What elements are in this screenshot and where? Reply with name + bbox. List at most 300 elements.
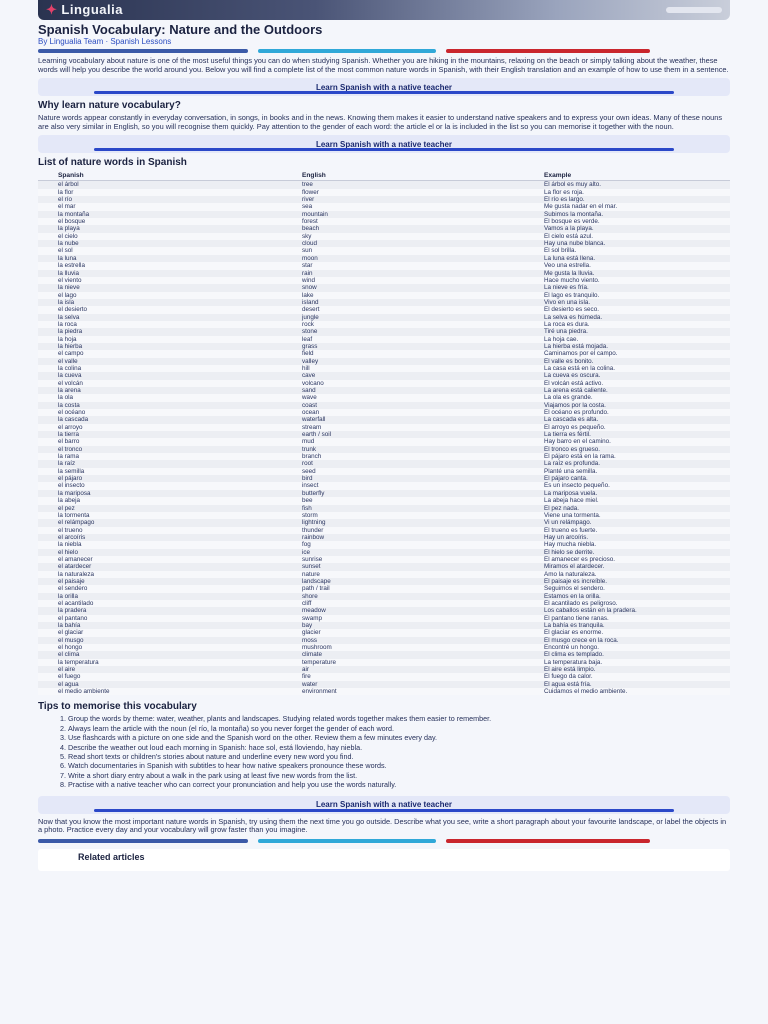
table-header-row	[38, 171, 730, 181]
table-cell: mushroom	[282, 644, 524, 651]
table-cell: cloud	[282, 240, 524, 247]
table-cell: el cielo	[38, 233, 282, 240]
table-cell: El paisaje es increíble.	[524, 578, 730, 585]
table-cell: Estamos en la orilla.	[524, 593, 730, 600]
table-row	[38, 247, 730, 254]
table-row	[38, 571, 730, 578]
table-row	[38, 372, 730, 379]
table-cell: la abeja	[38, 497, 282, 504]
table-cell: la mariposa	[38, 490, 282, 497]
ad-label: Learn Spanish with a native teacher	[315, 82, 453, 92]
table-cell: mud	[282, 438, 524, 445]
table-cell: butterfly	[282, 490, 524, 497]
table-row	[38, 607, 730, 614]
table-row	[38, 666, 730, 673]
ad-cta-bar[interactable]	[94, 91, 674, 94]
table-cell: fire	[282, 673, 524, 680]
ad-label: Learn Spanish with a native teacher	[315, 139, 453, 149]
search-bar[interactable]	[666, 7, 722, 13]
table-cell: swamp	[282, 615, 524, 622]
table-cell: El arroyo es pequeño.	[524, 424, 730, 431]
table-cell: la estrella	[38, 262, 282, 269]
table-cell: la colina	[38, 365, 282, 372]
table-cell: El sol brilla.	[524, 247, 730, 254]
table-cell: Hay un arcoíris.	[524, 534, 730, 541]
table-cell: El agua está fría.	[524, 681, 730, 688]
table-cell: forest	[282, 218, 524, 225]
table-cell: branch	[282, 453, 524, 460]
table-cell: el océano	[38, 409, 282, 416]
table-cell: la arena	[38, 387, 282, 394]
share-facebook-button[interactable]	[38, 839, 248, 843]
table-cell: storm	[282, 512, 524, 519]
table-cell: bee	[282, 497, 524, 504]
table-cell: Caminamos por el campo.	[524, 350, 730, 357]
table-row	[38, 358, 730, 365]
table-cell: el tronco	[38, 446, 282, 453]
ad-banner[interactable]	[38, 78, 730, 96]
table-cell: la hierba	[38, 343, 282, 350]
table-cell: environment	[282, 688, 524, 695]
ad-banner[interactable]	[38, 135, 730, 153]
table-cell: el insecto	[38, 482, 282, 489]
table-cell: El volcán está activo.	[524, 380, 730, 387]
table-cell: field	[282, 350, 524, 357]
table-cell: thunder	[282, 527, 524, 534]
table-cell: Subimos la montaña.	[524, 211, 730, 218]
table-row	[38, 181, 730, 189]
logo-text: Lingualia	[61, 2, 123, 17]
table-cell: la cascada	[38, 416, 282, 423]
table-row	[38, 446, 730, 453]
table-row	[38, 622, 730, 629]
table-cell: Me gusta la lluvia.	[524, 270, 730, 277]
table-cell: la isla	[38, 299, 282, 306]
table-cell: la tierra	[38, 431, 282, 438]
table-row	[38, 688, 730, 695]
table-cell: sun	[282, 247, 524, 254]
table-cell: la roca	[38, 321, 282, 328]
table-row	[38, 284, 730, 291]
table-cell: stone	[282, 328, 524, 335]
table-cell: la luna	[38, 255, 282, 262]
table-cell: La casa está en la colina.	[524, 365, 730, 372]
share-buttons	[38, 49, 730, 53]
table-cell: mountain	[282, 211, 524, 218]
table-row	[38, 292, 730, 299]
table-cell: beach	[282, 225, 524, 232]
table-cell: river	[282, 196, 524, 203]
table-cell: Hay mucha niebla.	[524, 541, 730, 548]
table-cell: path / trail	[282, 585, 524, 592]
table-cell: Viajamos por la costa.	[524, 402, 730, 409]
table-row	[38, 497, 730, 504]
table-cell: la orilla	[38, 593, 282, 600]
ad-cta-bar[interactable]	[94, 148, 674, 151]
share-pinterest-button[interactable]	[446, 49, 650, 53]
table-cell: el sol	[38, 247, 282, 254]
table-cell: leaf	[282, 336, 524, 343]
table-row	[38, 321, 730, 328]
table-cell: El bosque es verde.	[524, 218, 730, 225]
table-cell: el bosque	[38, 218, 282, 225]
share-pinterest-button[interactable]	[446, 839, 650, 843]
table-cell: el relámpago	[38, 519, 282, 526]
table-row	[38, 681, 730, 688]
table-cell: la niebla	[38, 541, 282, 548]
table-cell: moss	[282, 637, 524, 644]
table-row	[38, 409, 730, 416]
logo-mark-icon: ✦	[46, 2, 58, 17]
table-row	[38, 387, 730, 394]
table-row	[38, 299, 730, 306]
table-cell: El hielo se derrite.	[524, 549, 730, 556]
intro-paragraph: Learning vocabulary about nature is one of the most useful things you can do when studying Spanish. Whether you are hiking in the mountains, relaxing on the beach or simply talking about the weather, these words will help you describe the world around you. Below you will find a complete list of the most common nature words in Spanish, with their English translation and an example of how to use them in a sentence.	[38, 56, 729, 74]
article-byline[interactable]: By Lingualia Team · Spanish Lessons	[38, 37, 172, 46]
table-row	[38, 541, 730, 548]
table-cell: la cueva	[38, 372, 282, 379]
list-item: 8. Practise with a native teacher who can correct your pronunciation and help you use the words naturally.	[68, 781, 730, 789]
table-cell: wave	[282, 394, 524, 401]
table-cell: La hoja cae.	[524, 336, 730, 343]
table-cell: La mariposa vuela.	[524, 490, 730, 497]
table-cell: star	[282, 262, 524, 269]
table-cell: La roca es dura.	[524, 321, 730, 328]
article	[38, 22, 730, 871]
table-cell: water	[282, 681, 524, 688]
table-cell: el volcán	[38, 380, 282, 387]
table-cell: la tormenta	[38, 512, 282, 519]
table-row	[38, 431, 730, 438]
table-cell: el sendero	[38, 585, 282, 592]
table-row	[38, 600, 730, 607]
table-cell: Hace mucho viento.	[524, 277, 730, 284]
table-cell: La selva es húmeda.	[524, 314, 730, 321]
table-row	[38, 270, 730, 277]
table-cell: El pájaro está en la rama.	[524, 453, 730, 460]
tips-list	[38, 715, 730, 789]
table-row	[38, 505, 730, 512]
table-cell: el trueno	[38, 527, 282, 534]
share-twitter-button[interactable]	[258, 49, 436, 53]
table-row	[38, 534, 730, 541]
table-row	[38, 196, 730, 203]
table-cell: el atardecer	[38, 563, 282, 570]
table-cell: el desierto	[38, 306, 282, 313]
site-header	[38, 0, 730, 20]
list-item: 3. Use flashcards with a picture on one side and the Spanish word on the other. Review them a few minutes every day.	[68, 734, 730, 742]
table-row	[38, 519, 730, 526]
table-cell: la playa	[38, 225, 282, 232]
table-cell: snow	[282, 284, 524, 291]
table-cell: La raíz es profunda.	[524, 460, 730, 467]
table-cell: glacier	[282, 629, 524, 636]
table-cell: ice	[282, 549, 524, 556]
table-cell: el glaciar	[38, 629, 282, 636]
table-cell: La hierba está mojada.	[524, 343, 730, 350]
table-row	[38, 512, 730, 519]
list-item: 4. Describe the weather out loud each morning in Spanish: hace sol, está lloviendo, hay niebla.	[68, 744, 730, 752]
table-row	[38, 203, 730, 210]
table-row	[38, 225, 730, 232]
table-cell: el paisaje	[38, 578, 282, 585]
table-row	[38, 556, 730, 563]
table-cell: meadow	[282, 607, 524, 614]
table-row	[38, 460, 730, 467]
table-cell: La luna está llena.	[524, 255, 730, 262]
table-cell: El pájaro canta.	[524, 475, 730, 482]
table-cell: La tierra es fértil.	[524, 431, 730, 438]
table-cell: El fuego da calor.	[524, 673, 730, 680]
table-row	[38, 453, 730, 460]
table-cell: el arroyo	[38, 424, 282, 431]
table-cell: el fuego	[38, 673, 282, 680]
table-cell: rainbow	[282, 534, 524, 541]
table-cell: temperature	[282, 659, 524, 666]
table-cell: la bahía	[38, 622, 282, 629]
table-cell: El pantano tiene ranas.	[524, 615, 730, 622]
table-cell: cave	[282, 372, 524, 379]
table-cell: La abeja hace miel.	[524, 497, 730, 504]
table-cell: la hoja	[38, 336, 282, 343]
table-row	[38, 659, 730, 666]
table-cell: Seguimos el sendero.	[524, 585, 730, 592]
table-cell: shore	[282, 593, 524, 600]
table-cell: La ola es grande.	[524, 394, 730, 401]
table-cell: lake	[282, 292, 524, 299]
table-row	[38, 593, 730, 600]
table-cell: el mar	[38, 203, 282, 210]
table-cell: la selva	[38, 314, 282, 321]
table-cell: sea	[282, 203, 524, 210]
table-cell: el aire	[38, 666, 282, 673]
table-row	[38, 394, 730, 401]
table-cell: jungle	[282, 314, 524, 321]
table-cell: El glaciar es enorme.	[524, 629, 730, 636]
table-cell: sunrise	[282, 556, 524, 563]
table-cell: Tiré una piedra.	[524, 328, 730, 335]
table-cell: Vamos a la playa.	[524, 225, 730, 232]
table-cell: El árbol es muy alto.	[524, 181, 730, 189]
ad-label: Learn Spanish with a native teacher	[315, 800, 453, 810]
table-cell: Me gusta nadar en el mar.	[524, 203, 730, 210]
table-cell: Vivo en una isla.	[524, 299, 730, 306]
table-cell: La temperatura baja.	[524, 659, 730, 666]
share-facebook-button[interactable]	[38, 49, 248, 53]
table-cell: El cielo está azul.	[524, 233, 730, 240]
table-cell: desert	[282, 306, 524, 313]
table-cell: earth / soil	[282, 431, 524, 438]
table-cell: valley	[282, 358, 524, 365]
table-row	[38, 255, 730, 262]
table-cell: el río	[38, 196, 282, 203]
table-cell: El acantilado es peligroso.	[524, 600, 730, 607]
table-cell: el acantilado	[38, 600, 282, 607]
table-cell: el pez	[38, 505, 282, 512]
table-row	[38, 233, 730, 240]
list-item: 7. Write a short diary entry about a walk in the park using at least five new words from the list.	[68, 772, 730, 780]
table-cell: insect	[282, 482, 524, 489]
table-cell: Encontré un hongo.	[524, 644, 730, 651]
table-cell: island	[282, 299, 524, 306]
table-cell: El amanecer es precioso.	[524, 556, 730, 563]
table-cell: Amo la naturaleza.	[524, 571, 730, 578]
table-cell: la nieve	[38, 284, 282, 291]
table-row	[38, 402, 730, 409]
ad-cta-bar[interactable]	[94, 809, 674, 812]
table-row	[38, 343, 730, 350]
table-cell: La bahía es tranquila.	[524, 622, 730, 629]
table-row	[38, 644, 730, 651]
closing-paragraph: Now that you know the most important nature words in Spanish, try using them the next time you go outside. Describe what you see, write a short paragraph about your favourite landscape, or label the objects in a photo. Practice every day and your vocabulary will grow faster than you imagine.	[38, 816, 727, 835]
table-cell: air	[282, 666, 524, 673]
share-twitter-button[interactable]	[258, 839, 436, 843]
table-cell: el pantano	[38, 615, 282, 622]
table-cell: el arcoíris	[38, 534, 282, 541]
table-cell: sky	[282, 233, 524, 240]
table-cell: El pez nada.	[524, 505, 730, 512]
table-cell: Los caballos están en la pradera.	[524, 607, 730, 614]
table-cell: volcano	[282, 380, 524, 387]
table-cell: la raíz	[38, 460, 282, 467]
table-row	[38, 629, 730, 636]
table-cell: stream	[282, 424, 524, 431]
table-cell: tree	[282, 181, 524, 189]
table-row	[38, 637, 730, 644]
tips-heading: Tips to memorise this vocabulary	[38, 701, 197, 713]
table-row	[38, 615, 730, 622]
table-cell: trunk	[282, 446, 524, 453]
table-row	[38, 350, 730, 357]
table-cell: El tronco es grueso.	[524, 446, 730, 453]
table-row	[38, 475, 730, 482]
related-articles[interactable]	[38, 849, 730, 871]
table-cell: root	[282, 460, 524, 467]
table-cell: cliff	[282, 600, 524, 607]
table-row	[38, 424, 730, 431]
site-logo[interactable]	[46, 2, 123, 18]
table-cell: la nube	[38, 240, 282, 247]
table-row	[38, 490, 730, 497]
table-cell: el amanecer	[38, 556, 282, 563]
table-cell: sand	[282, 387, 524, 394]
table-cell: Miramos el atardecer.	[524, 563, 730, 570]
table-cell: la rama	[38, 453, 282, 460]
table-row	[38, 563, 730, 570]
table-row	[38, 438, 730, 445]
table-cell: El océano es profundo.	[524, 409, 730, 416]
table-cell: la semilla	[38, 468, 282, 475]
table-cell: fog	[282, 541, 524, 548]
table-cell: El desierto es seco.	[524, 306, 730, 313]
table-cell: la flor	[38, 189, 282, 196]
table-cell: La arena está caliente.	[524, 387, 730, 394]
table-cell: Hay una nube blanca.	[524, 240, 730, 247]
table-cell: La nieve es fría.	[524, 284, 730, 291]
table-cell: el lago	[38, 292, 282, 299]
table-cell: Cuidamos el medio ambiente.	[524, 688, 730, 695]
ad-banner[interactable]	[38, 796, 730, 814]
table-row	[38, 365, 730, 372]
table-cell: Veo una estrella.	[524, 262, 730, 269]
table-cell: Hay barro en el camino.	[524, 438, 730, 445]
table-cell: coast	[282, 402, 524, 409]
table-row	[38, 549, 730, 556]
table-cell: el hielo	[38, 549, 282, 556]
table-cell: la costa	[38, 402, 282, 409]
table-cell: la naturaleza	[38, 571, 282, 578]
table-cell: el agua	[38, 681, 282, 688]
table-cell: el hongo	[38, 644, 282, 651]
table-cell: la ola	[38, 394, 282, 401]
table-cell: landscape	[282, 578, 524, 585]
table-cell: bay	[282, 622, 524, 629]
table-cell: la lluvia	[38, 270, 282, 277]
table-cell: waterfall	[282, 416, 524, 423]
table-cell: El trueno es fuerte.	[524, 527, 730, 534]
page-title: Spanish Vocabulary: Nature and the Outdoors	[38, 22, 323, 37]
table-row	[38, 527, 730, 534]
table-row	[38, 416, 730, 423]
related-title: Related articles	[78, 851, 145, 862]
table-row	[38, 336, 730, 343]
table-cell: la piedra	[38, 328, 282, 335]
list-item: 2. Always learn the article with the noun (el río, la montaña) so you never forget the gender of each word.	[68, 725, 730, 733]
table-cell: nature	[282, 571, 524, 578]
table-row	[38, 306, 730, 313]
table-cell: el barro	[38, 438, 282, 445]
section-paragraph: Nature words appear constantly in everyday conversation, in songs, in books and in the news. Knowing them makes it easier to understand native speakers and to express your own ideas. Many of these nouns are also very similar in English, so you will recognise them quickly. Pay attention to the gender of each word: the article el or la is included in the list so you can memorise it together with the noun.	[38, 113, 723, 131]
table-cell: La cascada es alta.	[524, 416, 730, 423]
table-cell: El clima es templado.	[524, 651, 730, 658]
table-cell: Es un insecto pequeño.	[524, 482, 730, 489]
table-cell: la pradera	[38, 607, 282, 614]
table-cell: climate	[282, 651, 524, 658]
table-row	[38, 585, 730, 592]
table-row	[38, 211, 730, 218]
table-cell: La flor es roja.	[524, 189, 730, 196]
table-cell: fish	[282, 505, 524, 512]
table-cell: el pájaro	[38, 475, 282, 482]
table-cell: el musgo	[38, 637, 282, 644]
share-buttons	[38, 839, 730, 843]
column-header: Example	[524, 171, 730, 181]
table-row	[38, 578, 730, 585]
table-cell: la montaña	[38, 211, 282, 218]
table-row	[38, 380, 730, 387]
table-row	[38, 240, 730, 247]
table-cell: wind	[282, 277, 524, 284]
table-cell: hill	[282, 365, 524, 372]
table-cell: el medio ambiente	[38, 688, 282, 695]
table-cell: Planté una semilla.	[524, 468, 730, 475]
table-row	[38, 189, 730, 196]
table-row	[38, 262, 730, 269]
table-row	[38, 314, 730, 321]
table-row	[38, 651, 730, 658]
table-cell: el viento	[38, 277, 282, 284]
column-header: Spanish	[38, 171, 282, 181]
table-cell: moon	[282, 255, 524, 262]
table-heading: List of nature words in Spanish	[38, 157, 187, 169]
list-item: 5. Read short texts or children's stories about nature and underline every new word you find.	[68, 753, 730, 761]
table-cell: flower	[282, 189, 524, 196]
table-cell: La cueva es oscura.	[524, 372, 730, 379]
table-cell: sunset	[282, 563, 524, 570]
table-cell: El aire está limpio.	[524, 666, 730, 673]
table-cell: grass	[282, 343, 524, 350]
table-cell: Viene una tormenta.	[524, 512, 730, 519]
